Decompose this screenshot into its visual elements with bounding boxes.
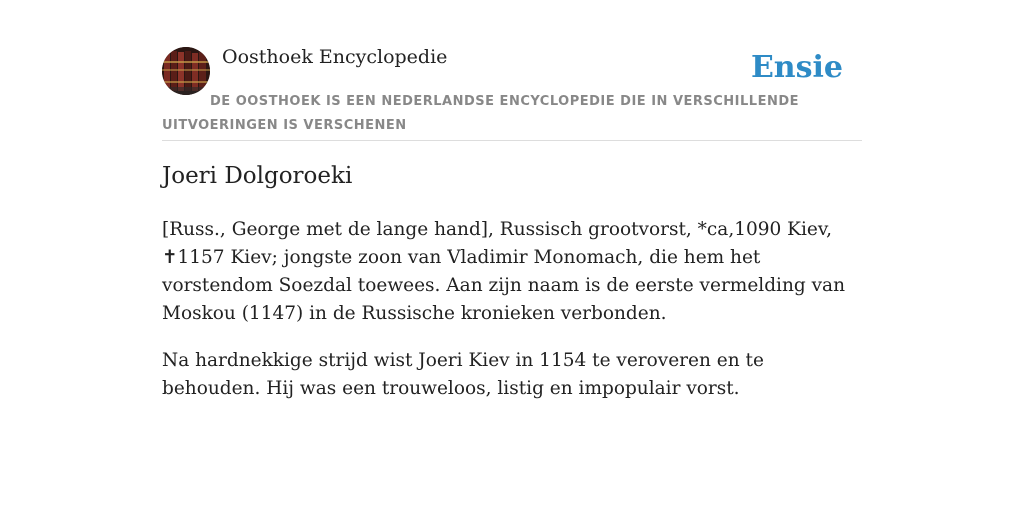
brand-logo-link[interactable]: Ensie (750, 50, 843, 85)
site-title[interactable]: Oosthoek Encyclopedie (222, 46, 448, 68)
article-paragraph: Na hardnekkige strijd wist Joeri Kiev in 1154 te veroveren en te behouden. Hij was een trouweloos, listig en impopulair vorst. (162, 350, 764, 399)
site-tagline: DE OOSTHOEK IS EEN NEDERLANDSE ENCYCLOPEDIE DIE IN VERSCHILLENDE UITVOERINGEN IS VERSCHENEN (162, 94, 800, 133)
books-icon (162, 47, 210, 95)
article-body (162, 216, 862, 422)
site-header (162, 0, 862, 141)
page-container (162, 0, 862, 399)
article-paragraph: [Russ., George met de lange hand], Russisch grootvorst, *ca,1090 Kiev, ✝1157 Kiev; jongste zoon van Vladimir Monomach, die hem het vorstendom Soezdal toewees. Aan zijn naam is de eerste vermelding van Moskou (1147) in de Russische kronieken verbonden. (162, 219, 845, 324)
article-title: Joeri Dolgoroeki (162, 163, 353, 189)
encyclopedia-avatar[interactable] (162, 47, 210, 95)
